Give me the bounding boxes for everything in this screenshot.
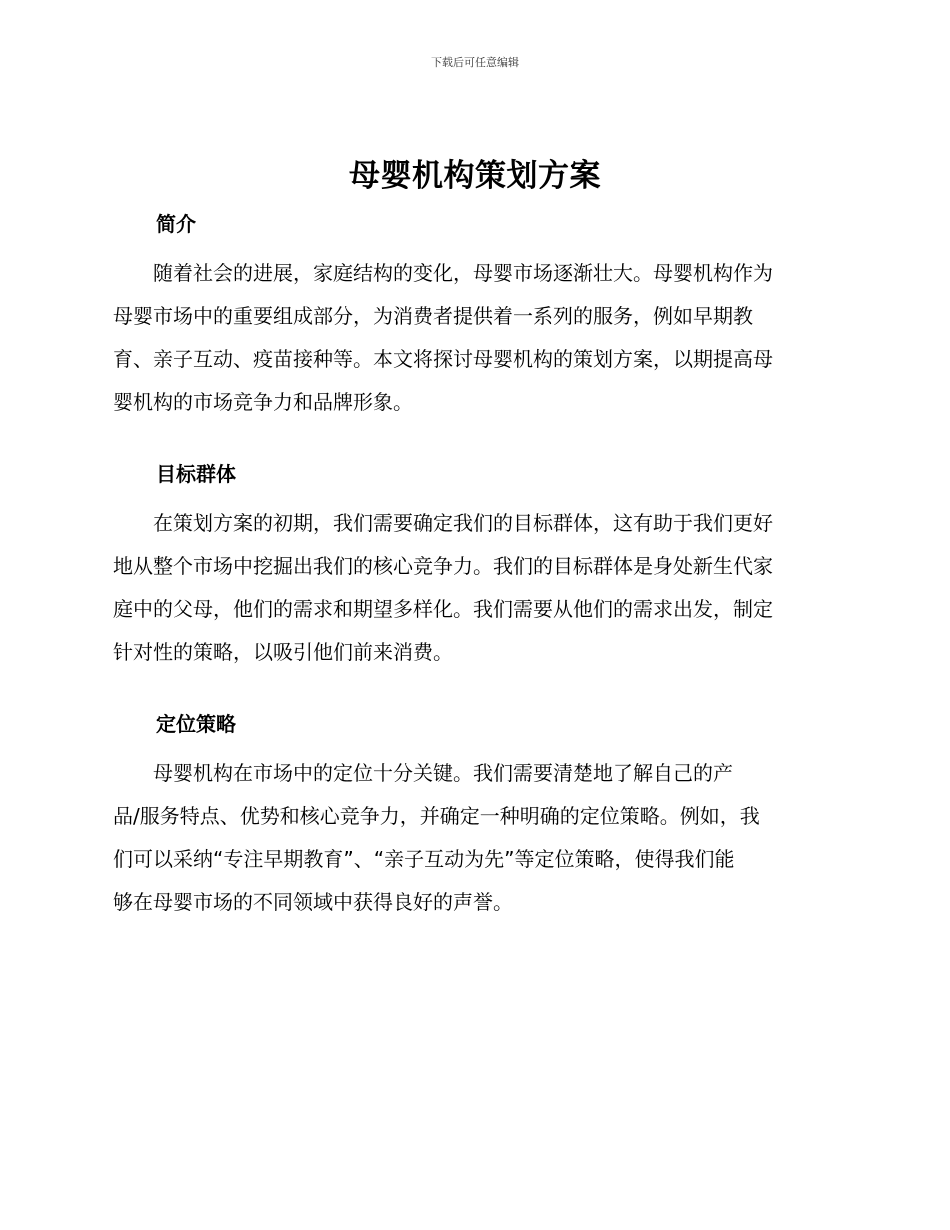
header-note: 下载后可任意编辑 xyxy=(431,56,519,69)
section-paragraph-target-group xyxy=(113,508,833,680)
paragraph-line: 庭中的父母，他们的需求和期望多样化。我们需要从他们的需求出发，制定 xyxy=(113,597,773,621)
paragraph-line: 育、亲子互动、疫苗接种等。本文将探讨母婴机构的策划方案，以期提高母 xyxy=(113,347,773,371)
paragraph-line: 们可以采纳“专注早期教育”、“亲子互动为先”等定位策略，使得我们能 xyxy=(113,847,735,871)
paragraph-line: 婴机构的市场竞争力和品牌形象。 xyxy=(113,390,413,414)
section-paragraph-positioning xyxy=(113,758,833,930)
paragraph-line: 品/服务特点、优势和核心竞争力，并确定一种明确的定位策略。例如，我 xyxy=(113,804,760,828)
document-title: 母婴机构策划方案 xyxy=(349,158,601,194)
paragraph-line: 够在母婴市场的不同领域中获得良好的声誉。 xyxy=(113,890,513,914)
paragraph-line: 母婴市场中的重要组成部分，为消费者提供着一系列的服务，例如早期教 xyxy=(113,304,753,328)
paragraph-line: 地从整个市场中挖掘出我们的核心竞争力。我们的目标群体是身处新生代家 xyxy=(113,554,773,578)
section-heading-intro: 简介 xyxy=(156,212,196,236)
section-heading-target-group: 目标群体 xyxy=(156,462,236,486)
paragraph-line: 随着社会的进展，家庭结构的变化，母婴市场逐渐壮大。母婴机构作为 xyxy=(113,261,773,285)
paragraph-line: 针对性的策略，以吸引他们前来消费。 xyxy=(113,640,453,664)
paragraph-line: 在策划方案的初期，我们需要确定我们的目标群体，这有助于我们更好 xyxy=(113,511,773,535)
section-heading-positioning: 定位策略 xyxy=(156,712,236,736)
paragraph-line: 母婴机构在市场中的定位十分关键。我们需要清楚地了解自己的产 xyxy=(113,761,733,785)
section-paragraph-intro xyxy=(113,258,833,430)
